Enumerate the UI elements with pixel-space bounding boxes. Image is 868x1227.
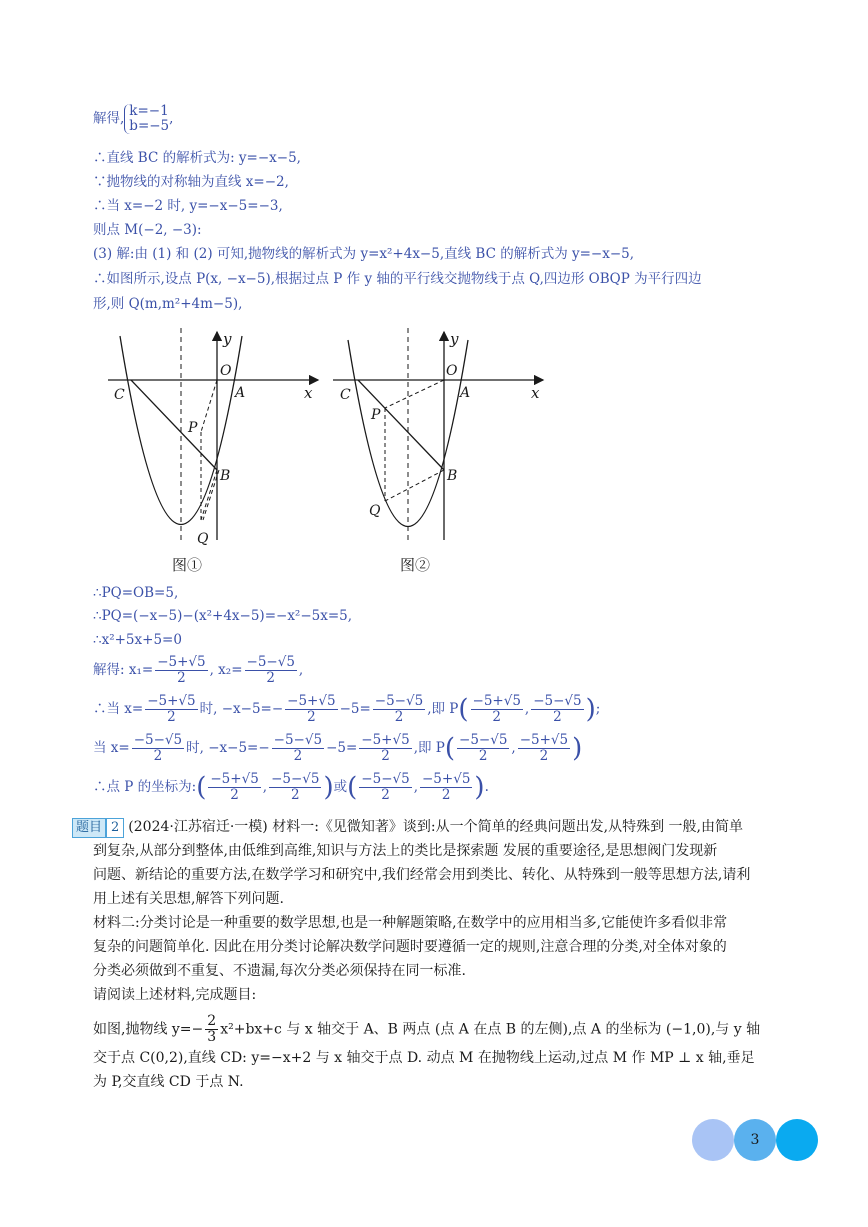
fig2-label-O: O [446, 363, 458, 379]
fig1-label-P: P [188, 420, 198, 436]
fig1-label-C: C [114, 387, 125, 403]
fig2-segment-BQ [385, 470, 444, 501]
fig2-label-x: x [531, 384, 540, 402]
problem-line-6: 复杂的问题简单化. 因此在用分类讨论解决数学问题时要遵循一定的规则,注意合理的分类,对全体对象的 [93, 939, 727, 955]
solution-line-3: ∵抛物线的对称轴为直线 x=−2, [93, 174, 289, 190]
solution-line-9: ∴PQ=OB=5, [93, 585, 179, 601]
problem-line-9: 如图,抛物线 y=− $\frac{2}{3}$ x²+bx+c 与 x 轴交于 A、B 两点 (点 A 在点 B 的左侧),点 A 的坐标为 (−1,0),与 y 轴 [93, 1013, 761, 1045]
problem-line-1: 题目 2 (2024·江苏宿迁·一模) 材料一:《见微知著》谈到:从一个简单的经典问题出发,从特殊到 一般,由简单 [72, 817, 743, 838]
solution-line-11: ∴x²+5x+5=0 [93, 632, 182, 648]
fig2-label-Q: Q [369, 503, 381, 519]
page-number-badge [734, 1119, 776, 1161]
problem-line-10: 交于点 C(0,2),直线 CD: y=−x+2 与 x 轴交于点 D. 动点 M 在抛物线上运动,过点 M 作 MP ⊥ x 轴,垂足 [93, 1050, 755, 1066]
figure-parabola-graphs [0, 318, 868, 588]
solution-line-13: ∴当 x= $\frac{-5+√5}{2}$ 时, −x−5=− $\frac{-5+√5}{2}$ −5= $\frac{-5-√5}{2}$ ,即 P( $\frac{-5+√5}{2}$ , $\frac{-5-√5}{2}$ ); [93, 693, 601, 725]
solution-line-12: 解得: x₁= $\frac{-5+√5}{2}$ , x₂= $\frac{-5-√5}{2}$ , [93, 654, 304, 686]
system-brace: k=−1 b=−5 [124, 104, 169, 134]
solution-line-1: 解得, k=−1 b=−5 , [93, 103, 174, 134]
fig1-label-B: B [220, 468, 231, 484]
problem-line-3: 问题、新结论的重要方法,在数学学习和研究中,我们经常会用到类比、转化、从特殊到一般等思想方法,请利 [93, 867, 751, 883]
fig2-label-A: A [460, 385, 471, 401]
fig1-label-Q: Q [197, 531, 209, 547]
solution-line-15: ∴点 P 的坐标为:( $\frac{-5+√5}{2}$ , $\frac{-5-√5}{2}$ )或( $\frac{-5-√5}{2}$ , $\frac{-5+√5}{2}$ ). [93, 771, 489, 803]
fig1-segment-OP [201, 380, 217, 432]
solution-line-7: ∴如图所示,设点 P(x, −x−5),根据过点 P 作 y 轴的平行线交抛物线于点 Q,四边形 OBQP 为平行四边 [93, 271, 702, 287]
fig1-label-y: y [223, 330, 232, 348]
fig1-segment-BQ [201, 470, 217, 520]
problem-line-8: 请阅读上述材料,完成题目: [93, 987, 257, 1003]
solution-line-5: 则点 M(−2, −3): [93, 222, 202, 238]
problem-line-11: 为 P,交直线 CD 于点 N. [93, 1074, 244, 1090]
problem-line-4: 用上述有关思想,解答下列问题. [93, 891, 284, 907]
figure-2 [333, 328, 543, 574]
solution-line-4: ∴当 x=−2 时, y=−x−5=−3, [93, 198, 283, 214]
page-circle-light [692, 1119, 734, 1161]
problem-line-5: 材料二:分类讨论是一种重要的数学思想,也是一种解题策略,在数学中的应用相当多,它能使许多看似非常 [93, 915, 728, 931]
problem-number: 2 [106, 818, 124, 838]
fig2-segment-OP [385, 380, 444, 408]
solution-line-6: (3) 解:由 (1) 和 (2) 可知,抛物线的解析式为 y=x²+4x−5,直线 BC 的解析式为 y=−x−5, [93, 246, 635, 262]
fig2-label-P: P [371, 407, 381, 423]
fig1-label-x: x [304, 384, 313, 402]
fig1-label-A: A [235, 385, 246, 401]
problem-line-2: 到复杂,从部分到整体,由低维到高维,知识与方法上的类比是探索题 发展的重要途径,是思想阀门发现新 [93, 843, 718, 859]
fraction: $\frac{-5-√5}{2}$ [246, 654, 295, 686]
fig1-label-O: O [220, 363, 232, 379]
page-circle-dark [776, 1119, 818, 1161]
fraction: $\frac{-5+√5}{2}$ [157, 654, 206, 686]
solution-line-8: 形,则 Q(m,m²+4m−5), [93, 296, 243, 312]
figure-1 [108, 328, 318, 574]
solution-line-10: ∴PQ=(−x−5)−(x²+4x−5)=−x²−5x=5, [93, 608, 353, 624]
problem-line-7: 分类必须做到不重复、不遗漏,每次分类必须保持在同一标准. [93, 963, 466, 979]
fig2-label-y: y [450, 330, 459, 348]
fig2-caption: 图② [400, 556, 431, 574]
fig2-label-B: B [447, 468, 458, 484]
solution-line-2: ∴直线 BC 的解析式为: y=−x−5, [93, 150, 301, 166]
fig2-label-C: C [340, 387, 351, 403]
problem-tag: 题目 [72, 818, 106, 838]
fig1-caption: 图① [172, 556, 203, 574]
page-number: 3 [750, 1132, 760, 1148]
solution-line-14: 当 x= $\frac{-5-√5}{2}$ 时, −x−5=− $\frac{-5-√5}{2}$ −5= $\frac{-5+√5}{2}$ ,即 P( $\frac{-5-√5}{2}$ , $\frac{-5+√5}{2}$ ) [93, 732, 583, 764]
